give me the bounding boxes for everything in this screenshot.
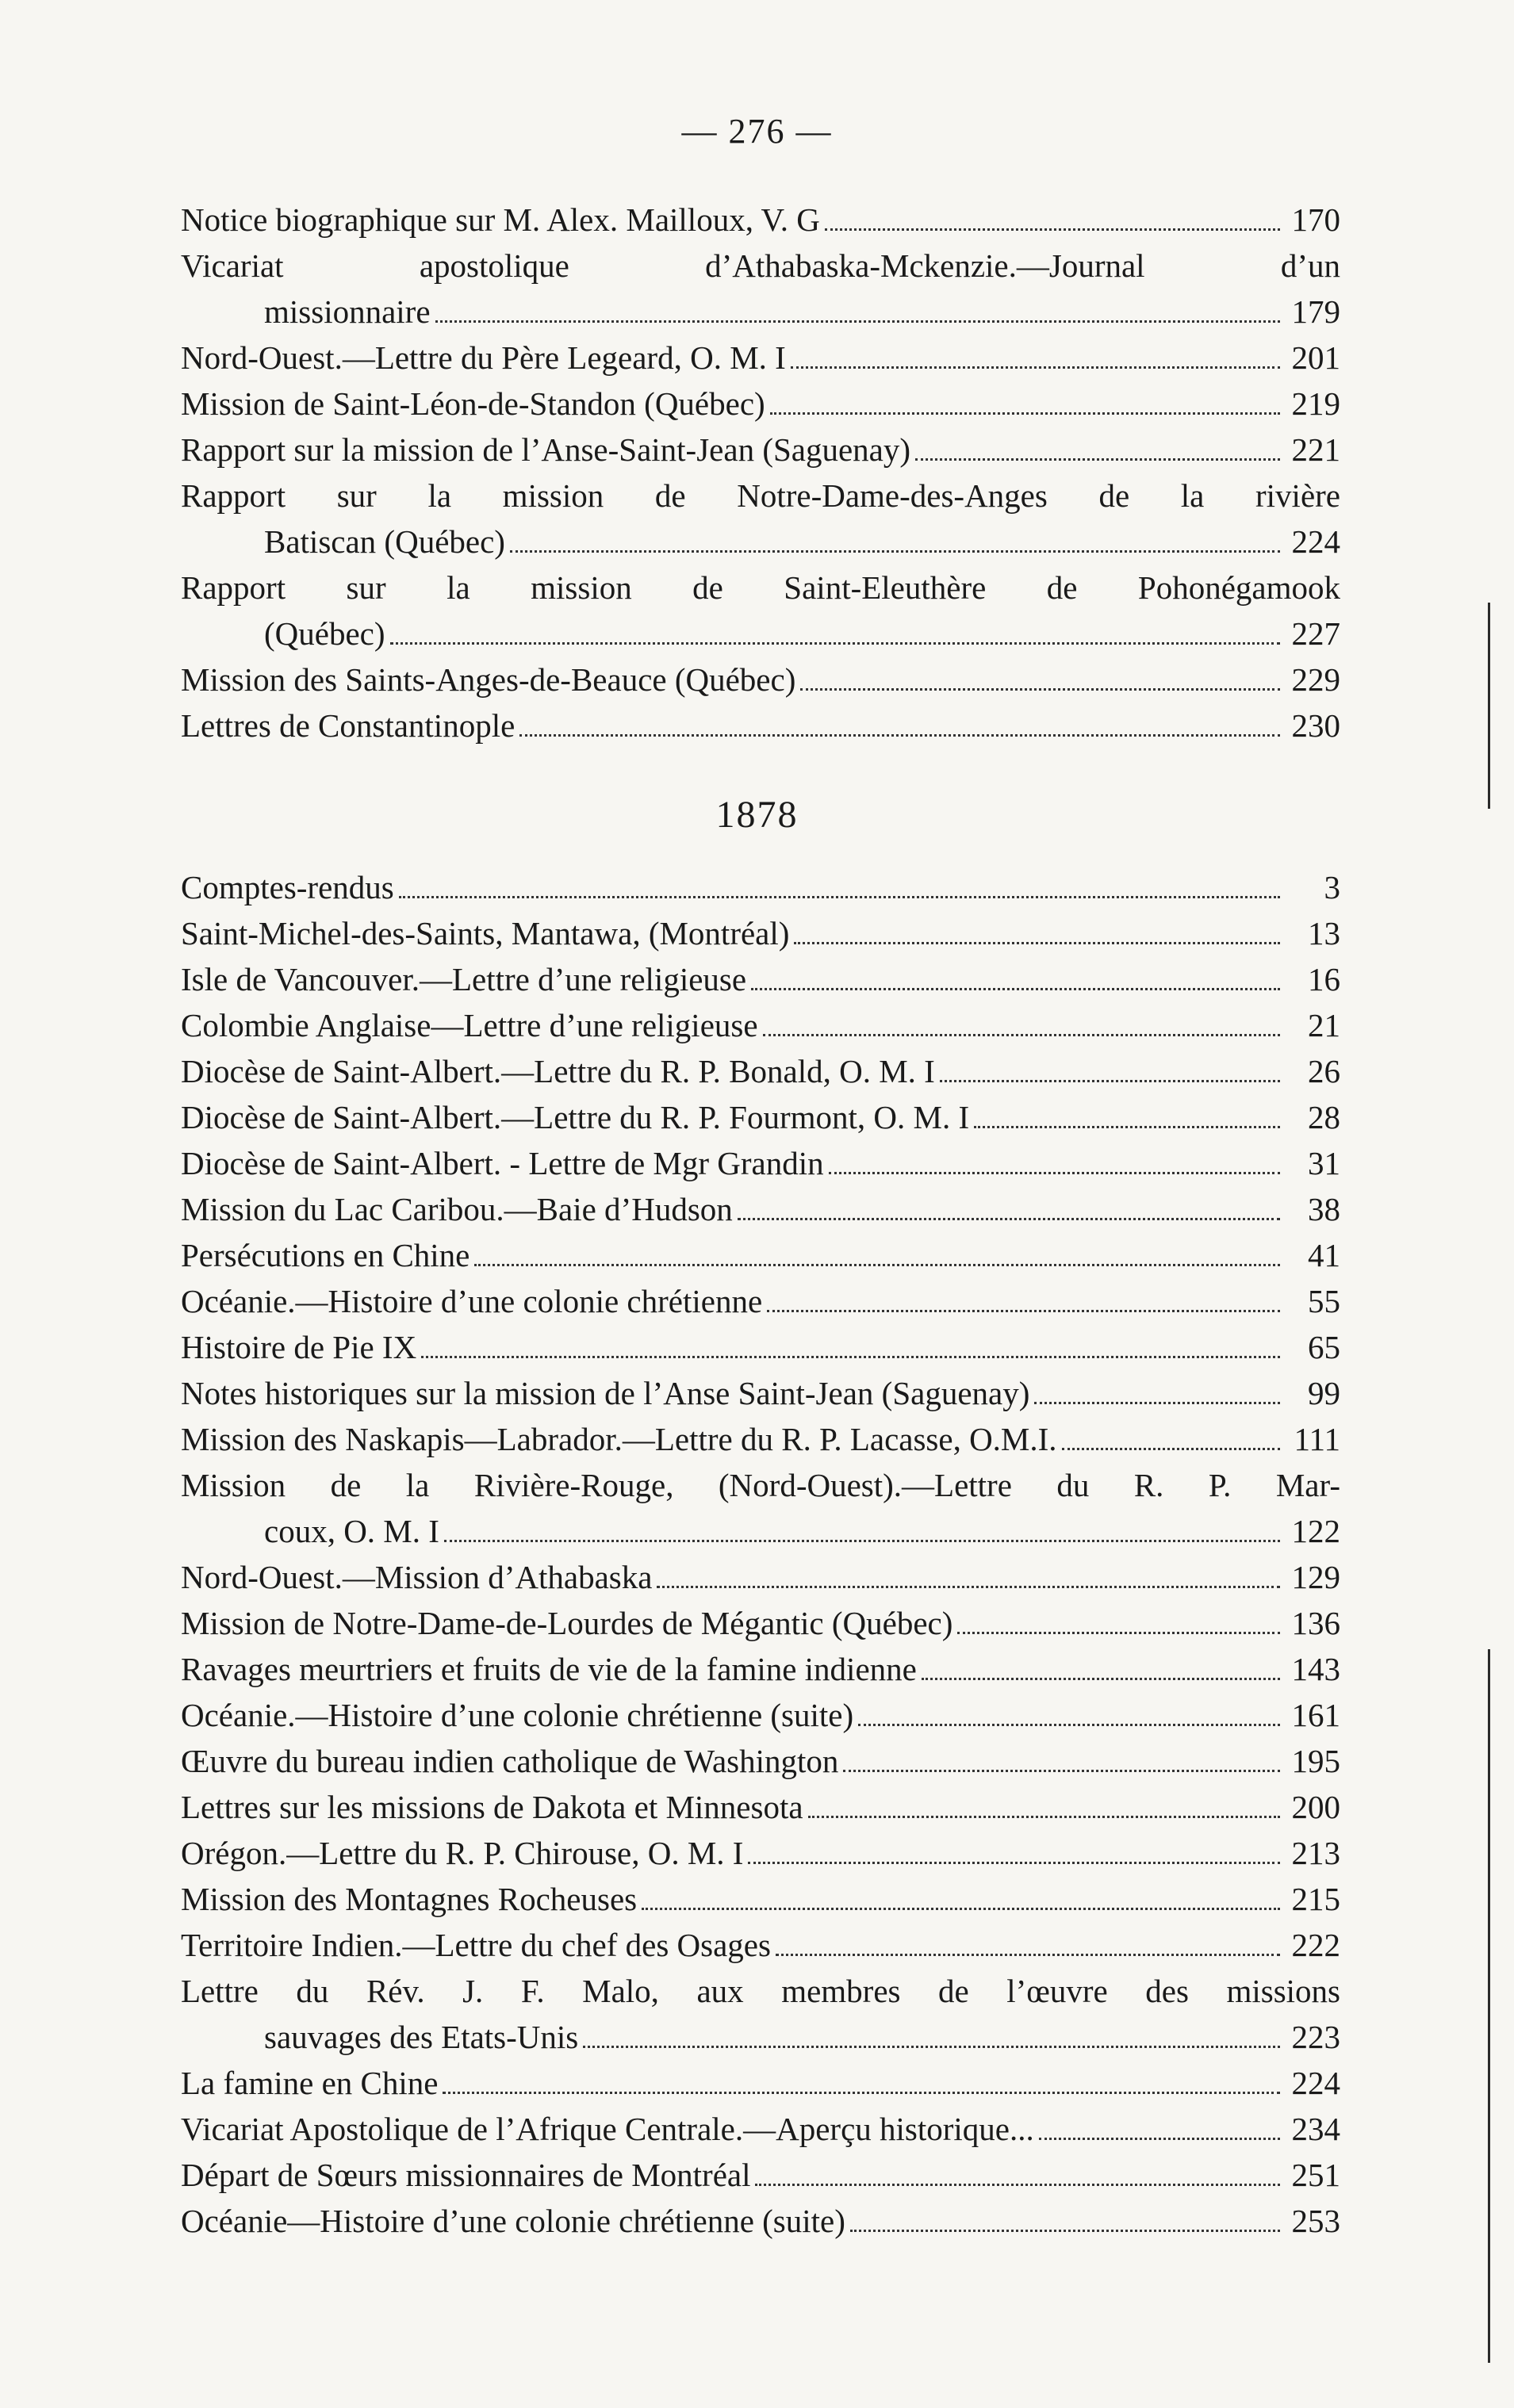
dot-leader [748,1862,1280,1864]
toc-entry [181,1186,1340,1232]
page-number: — 276 — [681,112,833,151]
entry-page-number: 234 [1291,2111,1340,2147]
entry-title: Notice biographique sur M. Alex. Mailloux, V. G [181,201,820,238]
toc-entry [181,864,1340,910]
entry-title-line1: Vicariat apostolique d’Athabaska-Mckenzie.—Journal d’un [181,247,1340,284]
entry-page-number: 221 [1291,431,1340,468]
dot-leader [738,1218,1280,1220]
toc-entry [181,2106,1340,2152]
entry-page-number: 41 [1308,1237,1340,1273]
dot-leader [1062,1448,1280,1450]
toc-entry [181,1922,1340,1968]
toc-entry [181,1232,1340,1278]
toc-entry [181,1094,1340,1140]
entry-page-number: 215 [1291,1881,1340,1917]
dot-leader [825,228,1280,231]
entry-title-line1: Mission de la Rivière-Rouge, (Nord-Ouest).—Lettre du R. P. Mar- [181,1467,1340,1503]
entry-page-number: 230 [1291,707,1340,744]
dot-leader [770,412,1280,415]
entry-title: Nord-Ouest.—Mission d’Athabaska [181,1559,653,1595]
toc-entry [181,1048,1340,1094]
entry-page-number: 13 [1308,915,1340,951]
year-heading: 1878 [715,794,799,836]
entry-title: Océanie.—Histoire d’une colonie chrétienne (suite) [181,1697,854,1733]
toc-section-2 [181,864,1340,2244]
dot-leader [519,734,1280,737]
entry-title: Colombie Anglaise—Lettre d’une religieuse [181,1007,758,1043]
entry-page-number: 253 [1291,2203,1340,2239]
entry-title: Mission du Lac Caribou.—Baie d’Hudson [181,1191,733,1227]
entry-title: Lettres sur les missions de Dakota et Minnesota [181,1789,803,1825]
dot-leader [755,2184,1280,2186]
entry-title: Diocèse de Saint-Albert.—Lettre du R. P. Bonald, O. M. I [181,1053,935,1089]
entry-page-number: 224 [1291,523,1340,560]
entry-page-number: 21 [1308,1007,1340,1043]
entry-title: Départ de Sœurs missionnaires de Montréal [181,2157,751,2193]
entry-page-number: 16 [1308,961,1340,997]
toc-entry [181,197,1340,243]
entry-page-number: 65 [1308,1329,1340,1365]
dot-leader [915,458,1280,461]
entry-title: Diocèse de Saint-Albert.—Lettre du R. P. Fourmont, O. M. I [181,1099,970,1135]
entry-page-number: 229 [1291,661,1340,698]
entry-title: Histoire de Pie IX [181,1329,417,1365]
dot-leader [1034,1402,1280,1404]
entry-page-number: 219 [1291,385,1340,422]
entry-page-number: 122 [1291,1513,1340,1549]
entry-page-number: 179 [1291,293,1340,330]
entry-title: Nord-Ouest.—Lettre du Père Legeard, O. M. I [181,339,786,376]
dot-leader [642,1908,1280,1910]
entry-title: Vicariat Apostolique de l’Afrique Centrale.—Aperçu historique... [181,2111,1034,2147]
entry-title-line2: missionnaire [264,293,431,330]
entry-page-number: 251 [1291,2157,1340,2193]
dot-leader [657,1586,1280,1588]
entry-title-line1: Lettre du Rév. J. F. Malo, aux membres de l’œuvre des missions [181,1973,1340,2009]
toc-entry [181,1876,1340,1922]
entry-page-number: 136 [1291,1605,1340,1641]
toc-entry [181,1140,1340,1186]
entry-page-number: 111 [1294,1421,1340,1457]
entry-page-number: 201 [1291,339,1340,376]
toc-entry [181,1416,1340,1462]
entry-title: Mission de Notre-Dame-de-Lourdes de Mégantic (Québec) [181,1605,953,1641]
entry-title-line2: coux, O. M. I [264,1513,439,1549]
entry-title: Notes historiques sur la mission de l’Anse Saint-Jean (Saguenay) [181,1375,1030,1411]
toc-entry [181,1600,1340,1646]
entry-title-line1: Rapport sur la mission de Notre-Dame-des-Anges de la rivière [181,477,1340,514]
dot-leader [957,1632,1280,1634]
entry-title: Mission des Naskapis—Labrador.—Lettre du R. P. Lacasse, O.M.I. [181,1421,1057,1457]
dot-leader [510,550,1280,553]
dot-leader [843,1770,1280,1772]
toc-entry [181,1968,1340,2060]
entry-title: Comptes-rendus [181,869,394,905]
entry-title: Persécutions en Chine [181,1237,470,1273]
toc-entry [181,1738,1340,1784]
entry-title: Ravages meurtriers et fruits de vie de la famine indienne [181,1651,917,1687]
entry-page-number: 213 [1291,1835,1340,1871]
dot-leader [443,2092,1280,2094]
entry-page-number: 227 [1291,615,1340,652]
toc-entry [181,2198,1340,2244]
entry-title: Océanie.—Histoire d’une colonie chrétienne [181,1283,763,1319]
toc-entry [181,1278,1340,1324]
entry-page-number: 99 [1308,1375,1340,1411]
dot-leader [791,366,1280,369]
toc-entry [181,1646,1340,1692]
dot-leader [399,896,1280,898]
entry-page-number: 129 [1291,1559,1340,1595]
entry-page-number: 31 [1308,1145,1340,1181]
toc-entry [181,910,1340,956]
entry-page-number: 55 [1308,1283,1340,1319]
toc-entry [181,1784,1340,1830]
entry-page-number: 161 [1291,1697,1340,1733]
toc-entry [181,1830,1340,1876]
toc-entry [181,1002,1340,1048]
entry-title-line2: (Québec) [264,615,385,652]
entry-page-number: 200 [1291,1789,1340,1825]
entry-title: Territoire Indien.—Lettre du chef des Osages [181,1927,771,1963]
entry-title-line2: Batiscan (Québec) [264,523,505,560]
toc-entry [181,1462,1340,1554]
dot-leader [390,642,1280,645]
toc-section-1 [181,197,1340,748]
dot-leader [474,1264,1280,1266]
entry-title: La famine en Chine [181,2065,439,2101]
toc-entry [181,2060,1340,2106]
entry-title: Mission des Montagnes Rocheuses [181,1881,638,1917]
dot-leader [829,1172,1280,1174]
toc-entry [181,1324,1340,1370]
entry-page-number: 143 [1291,1651,1340,1687]
entry-title: Diocèse de Saint-Albert. - Lettre de Mgr Grandin [181,1145,824,1181]
dot-leader [763,1034,1280,1036]
entry-title: Lettres de Constantinople [181,707,516,744]
entry-title-line2: sauvages des Etats-Unis [264,2019,579,2055]
dot-leader [800,688,1280,691]
dot-leader [1039,2138,1280,2140]
toc-entry [181,956,1340,1002]
toc-entry [181,335,1340,381]
entry-title: Isle de Vancouver.—Lettre d’une religieuse [181,961,747,997]
dot-leader [776,1954,1280,1956]
dot-leader [850,2230,1280,2232]
entry-page-number: 3 [1324,869,1340,905]
dot-leader [858,1724,1280,1726]
entry-title: Mission des Saints-Anges-de-Beauce (Québec) [181,661,796,698]
entry-page-number: 26 [1308,1053,1340,1089]
toc-entry [181,2152,1340,2198]
entry-page-number: 222 [1291,1927,1340,1963]
toc-entry [181,657,1340,702]
entry-page-number: 223 [1291,2019,1340,2055]
toc-entry [181,1554,1340,1600]
dot-leader [444,1540,1280,1542]
binding-edge-mark [1488,603,1490,809]
entry-page-number: 38 [1308,1191,1340,1227]
dot-leader [974,1126,1280,1128]
dot-leader [922,1678,1280,1680]
binding-edge-mark [1488,1649,1490,2363]
toc-entry [181,243,1340,335]
toc-entry [181,1370,1340,1416]
dot-leader [794,942,1280,944]
dot-leader [583,2046,1280,2048]
entry-title: Orégon.—Lettre du R. P. Chirouse, O. M. I [181,1835,744,1871]
dot-leader [751,988,1280,990]
entry-title-line1: Rapport sur la mission de Saint-Eleuthère de Pohonégamook [181,569,1340,606]
dot-leader [808,1816,1280,1818]
entry-page-number: 195 [1291,1743,1340,1779]
toc-entry [181,1692,1340,1738]
toc-entry [181,427,1340,473]
dot-leader [940,1080,1280,1082]
entry-title: Œuvre du bureau indien catholique de Washington [181,1743,839,1779]
entry-title: Océanie—Histoire d’une colonie chrétienne (suite) [181,2203,845,2239]
entry-page-number: 224 [1291,2065,1340,2101]
dot-leader [767,1310,1280,1312]
toc-entry [181,702,1340,748]
dot-leader [421,1356,1280,1358]
entry-title: Mission de Saint-Léon-de-Standon (Québec) [181,385,765,422]
toc-entry [181,473,1340,565]
entry-page-number: 28 [1308,1099,1340,1135]
toc-entry [181,565,1340,657]
toc-entry [181,381,1340,427]
entry-title: Saint-Michel-des-Saints, Mantawa, (Montréal) [181,915,790,951]
entry-page-number: 170 [1291,201,1340,238]
entry-title: Rapport sur la mission de l’Anse-Saint-Jean (Saguenay) [181,431,911,468]
dot-leader [435,320,1280,323]
